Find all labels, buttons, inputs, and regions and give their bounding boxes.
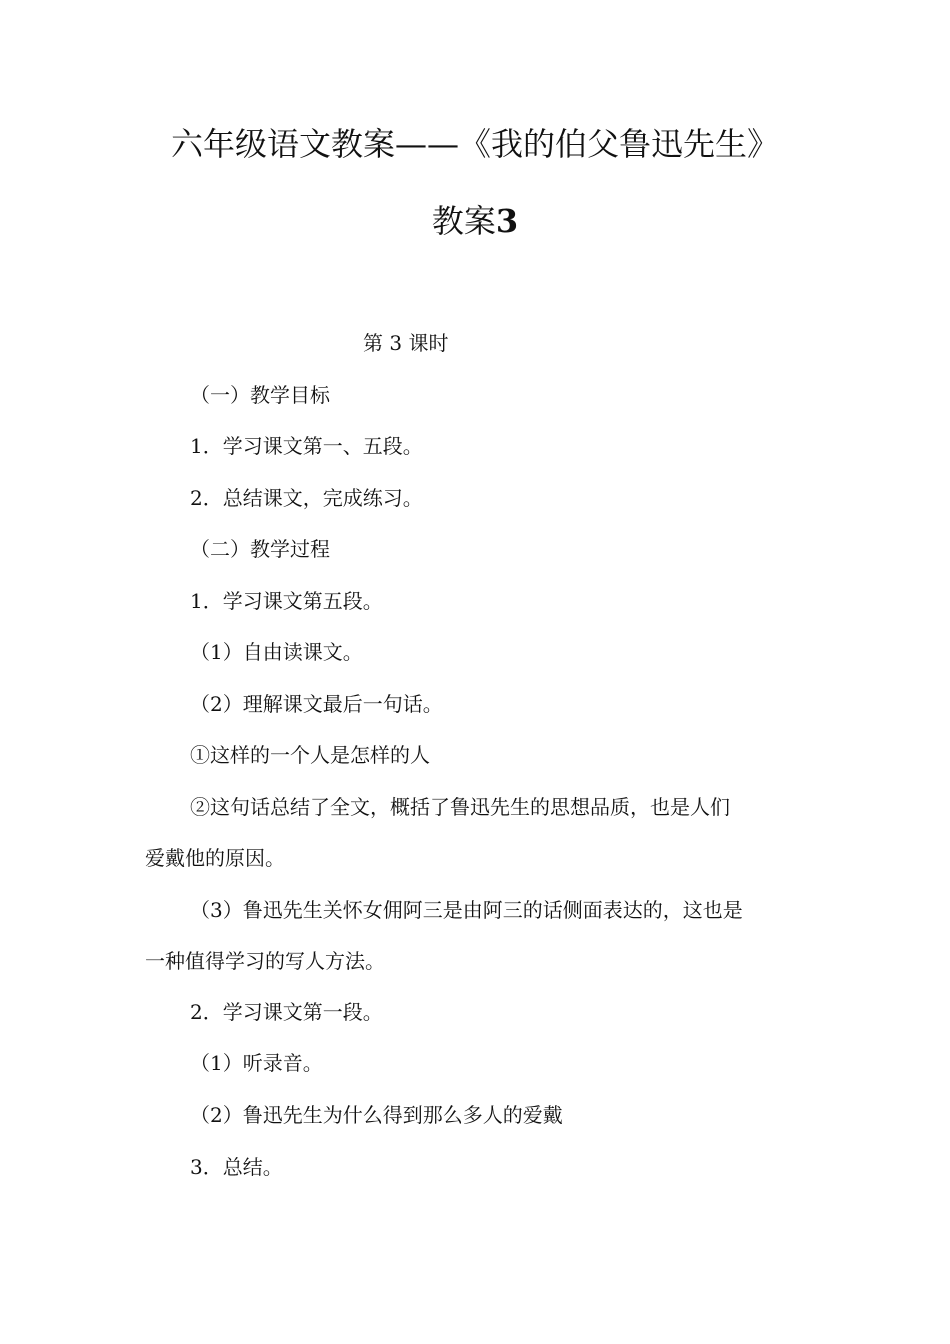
paragraph-line: 爱戴他的原因。 [145, 846, 285, 870]
paragraph-line: （1）听录音。 [190, 1051, 323, 1075]
section-heading-goals: （一）教学目标 [190, 383, 330, 407]
paragraph-line: 2．学习课文第一段。 [190, 1000, 383, 1024]
document-title-line1: 六年级语文教案——《我的伯父鲁迅先生》 [170, 125, 779, 163]
paragraph-line: （2）理解课文最后一句话。 [190, 692, 443, 716]
paragraph-line: 3．总结。 [190, 1155, 283, 1179]
paragraph-line: 1．学习课文第一、五段。 [190, 434, 423, 458]
title-line2-text: 教案 [431, 202, 496, 240]
paragraph-line: 2．总结课文，完成练习。 [190, 486, 423, 510]
paragraph-line: ②这句话总结了全文，概括了鲁迅先生的思想品质，也是人们 [190, 795, 730, 819]
section-heading-process: （二）教学过程 [190, 537, 330, 561]
paragraph-line: （1）自由读课文。 [190, 640, 363, 664]
paragraph-line: （2）鲁迅先生为什么得到那么多人的爱戴 [190, 1103, 563, 1127]
paragraph-line: （3）鲁迅先生关怀女佣阿三是由阿三的话侧面表达的，这也是 [190, 898, 743, 922]
lesson-heading: 第 3 课时 [363, 331, 449, 355]
paragraph-line: ①这样的一个人是怎样的人 [190, 743, 430, 767]
title-line2-number: 3 [495, 202, 519, 240]
document-title-line2 [0, 201, 950, 241]
paragraph-line: 1．学习课文第五段。 [190, 589, 383, 613]
paragraph-line: 一种值得学习的写人方法。 [145, 949, 385, 973]
